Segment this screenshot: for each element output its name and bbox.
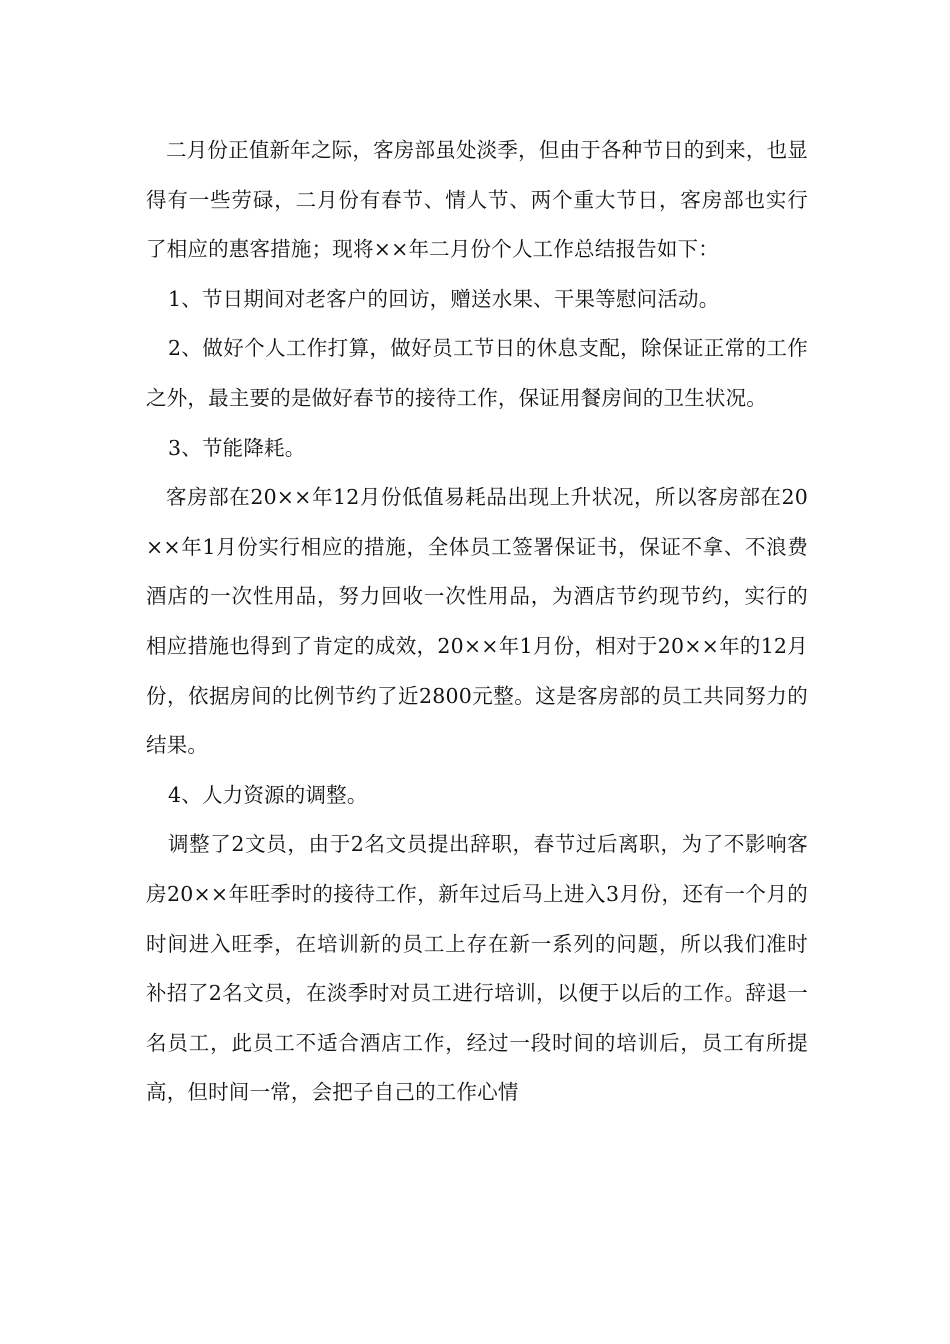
paragraph-item-3-heading: 3、节能降耗。 xyxy=(168,435,306,460)
paragraph-item-4-heading: 4、人力资源的调整。 xyxy=(168,782,368,807)
document-body xyxy=(146,126,808,1118)
paragraph-item-4-body: 调整了2文员，由于2名文员提出辞职，春节过后离职，为了不影响客房20××年旺季时的接待工作，新年过后马上进入3月份，还有一个月的时间进入旺季，在培训新的员工上存在新一系列的问题，所以我们准时补招了2名文员，在淡季时对员工进行培训，以便于以后的工作。辞退一名员工，此员工不适合酒店工作，经过一段时间的培训后，员工有所提高，但时间一常，会把子自己的工作心情 xyxy=(146,832,808,1105)
paragraph-intro: 二月份正值新年之际，客房部虽处淡季，但由于各种节日的到来，也显得有一些劳碌，二月份有春节、情人节、两个重大节日，客房部也实行了相应的惠客措施；现将××年二月份个人工作总结报告如下： xyxy=(146,138,808,262)
paragraph-item-3-body: 客房部在20××年12月份低值易耗品出现上升状况，所以客房部在20××年1月份实行相应的措施，全体员工签署保证书，保证不拿、不浪费酒店的一次性用品，努力回收一次性用品，为酒店节约现节约，实行的相应措施也得到了肯定的成效，20××年1月份，相对于20××年的12月份，依据房间的比例节约了近2800元整。这是客房部的员工共同努力的结果。 xyxy=(146,485,808,758)
paragraph-item-1: 1、节日期间对老客户的回访，赠送水果、干果等慰问活动。 xyxy=(168,286,720,311)
paragraph-item-2: 2、做好个人工作打算，做好员工节日的休息支配，除保证正常的工作之外，最主要的是做好春节的接待工作，保证用餐房间的卫生状况。 xyxy=(146,336,808,410)
